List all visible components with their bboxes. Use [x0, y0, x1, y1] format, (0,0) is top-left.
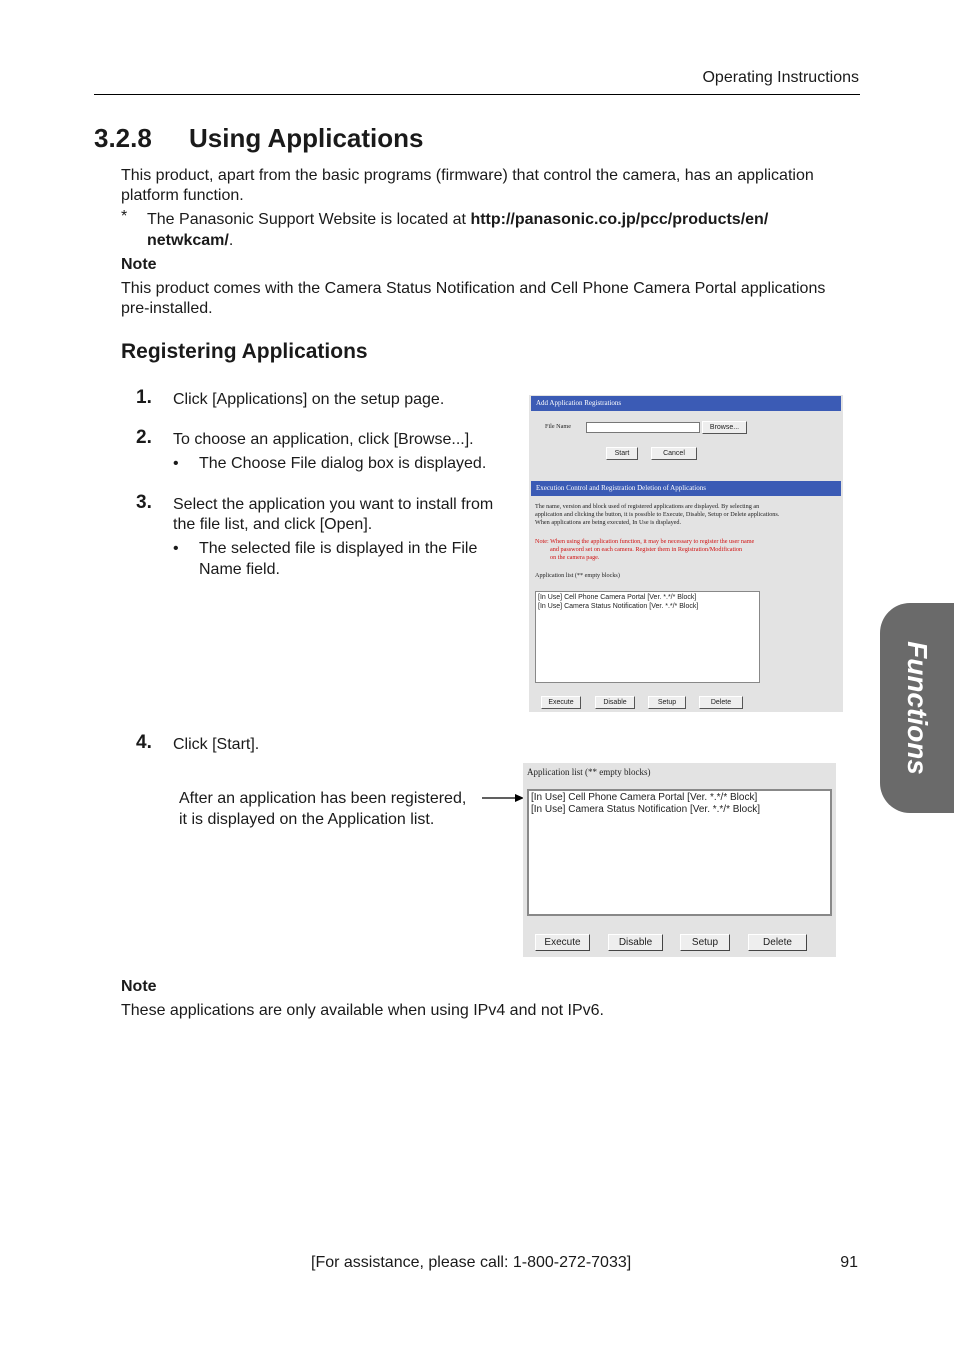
note-text: These applications are only available when using IPv4 and not IPv6.	[121, 1002, 604, 1019]
note-label: Note	[121, 978, 157, 995]
add-registrations-bar: Add Application Registrations	[531, 396, 841, 411]
section-number: 3.2.8	[94, 123, 152, 153]
list-item[interactable]: [In Use] Camera Status Notification [Ver. *.*/* Block]	[531, 804, 760, 815]
note-line-2: pre-installed.	[121, 300, 213, 317]
cancel-button[interactable]: Cancel	[651, 447, 697, 460]
step-3-bullet-line-2: Name field.	[199, 561, 280, 578]
list-item[interactable]: [In Use] Camera Status Notification [Ver. *.*/* Block]	[538, 603, 699, 610]
step-4-number: 4.	[136, 732, 152, 753]
application-list-screenshot	[523, 763, 836, 957]
application-list[interactable]	[527, 789, 832, 916]
footer-assistance: [For assistance, please call: 1-800-272-7033]	[311, 1254, 632, 1271]
list-item[interactable]: [In Use] Cell Phone Camera Portal [Ver. *.*/* Block]	[538, 594, 697, 601]
functions-side-tab	[880, 603, 954, 813]
delete-button[interactable]: Delete	[699, 696, 743, 709]
start-button[interactable]: Start	[606, 447, 638, 460]
step-2-number: 2.	[136, 427, 152, 448]
footnote-end: .	[228, 232, 234, 249]
step-4-text: Click [Start].	[173, 736, 260, 753]
intro-line-2: platform function.	[121, 187, 244, 204]
description-line-2: application and clicking the button, it is possible to Execute, Disable, Setup or Delete applications.	[535, 511, 780, 518]
file-name-label: File Name	[545, 423, 571, 430]
subsection-title: Registering Applications	[121, 340, 368, 363]
step-3-number: 3.	[136, 492, 152, 513]
footnote-text: The Panasonic Support Website is located at	[147, 211, 471, 228]
disable-button[interactable]: Disable	[608, 934, 663, 951]
description-line-3: When applications are being executed, In Use is displayed.	[535, 519, 682, 526]
side-tab-label: Functions	[902, 641, 933, 775]
step-1-number: 1.	[136, 387, 152, 408]
screenshot-note-line-1: Note: When using the application function, it may be necessary to register the user name	[535, 538, 755, 545]
list-item[interactable]: [In Use] Cell Phone Camera Portal [Ver. *.*/* Block]	[531, 792, 758, 803]
footnote-line-2	[147, 231, 233, 252]
execution-control-bar: Execution Control and Registration Deletion of Applications	[531, 481, 841, 496]
step-3-line-1: Select the application you want to install from	[173, 496, 494, 513]
screenshot-note-line-2: and password set on each camera. Register them in Registration/Modification	[550, 546, 743, 553]
support-url-link[interactable]: http://panasonic.co.jp/pcc/products/en/	[470, 211, 769, 228]
header-rule	[94, 94, 860, 95]
screenshot-note-line-3: on the camera page.	[550, 554, 600, 561]
section-title: Using Applications	[189, 123, 424, 153]
footnote-mark: *	[121, 208, 128, 225]
callout-arrow-icon	[481, 792, 525, 804]
description-line-1: The name, version and block used of registered applications are displayed. By selecting an	[535, 503, 760, 510]
execute-button[interactable]: Execute	[535, 934, 590, 951]
callout-line-1: After an application has been registered,	[179, 790, 467, 807]
callout-line-2: it is displayed on the Application list.	[179, 811, 435, 828]
disable-button[interactable]: Disable	[595, 696, 635, 709]
step-1-text: Click [Applications] on the setup page.	[173, 391, 445, 408]
application-list-label: Application list (** empty blocks)	[527, 767, 651, 777]
step-2-bullet: • The Choose File dialog box is displayed.	[199, 454, 486, 475]
setup-button[interactable]: Setup	[680, 934, 730, 951]
application-list[interactable]	[535, 591, 760, 683]
applications-setup-screenshot	[529, 395, 843, 712]
execute-button[interactable]: Execute	[541, 696, 581, 709]
file-name-input[interactable]	[586, 422, 700, 433]
support-url-link-cont[interactable]: netwkcam/	[147, 232, 229, 249]
page-number: 91	[840, 1254, 858, 1271]
browse-button[interactable]: Browse...	[702, 421, 747, 434]
setup-button[interactable]: Setup	[648, 696, 686, 709]
running-header: Operating Instructions	[702, 69, 859, 86]
delete-button[interactable]: Delete	[748, 934, 807, 951]
note-label: Note	[121, 256, 157, 273]
intro-line-1: This product, apart from the basic programs (firmware) that control the camera, has an application	[121, 167, 814, 184]
step-3-line-2: the file list, and click [Open].	[173, 516, 373, 533]
step-3-bullet-line-1: • The selected file is displayed in the File	[199, 539, 477, 560]
step-2-text: To choose an application, click [Browse...].	[173, 431, 474, 448]
application-list-label: Application list (** empty blocks)	[535, 572, 620, 579]
note-line-1: This product comes with the Camera Status Notification and Cell Phone Camera Portal applications	[121, 280, 826, 297]
footnote-line-1	[147, 210, 768, 231]
